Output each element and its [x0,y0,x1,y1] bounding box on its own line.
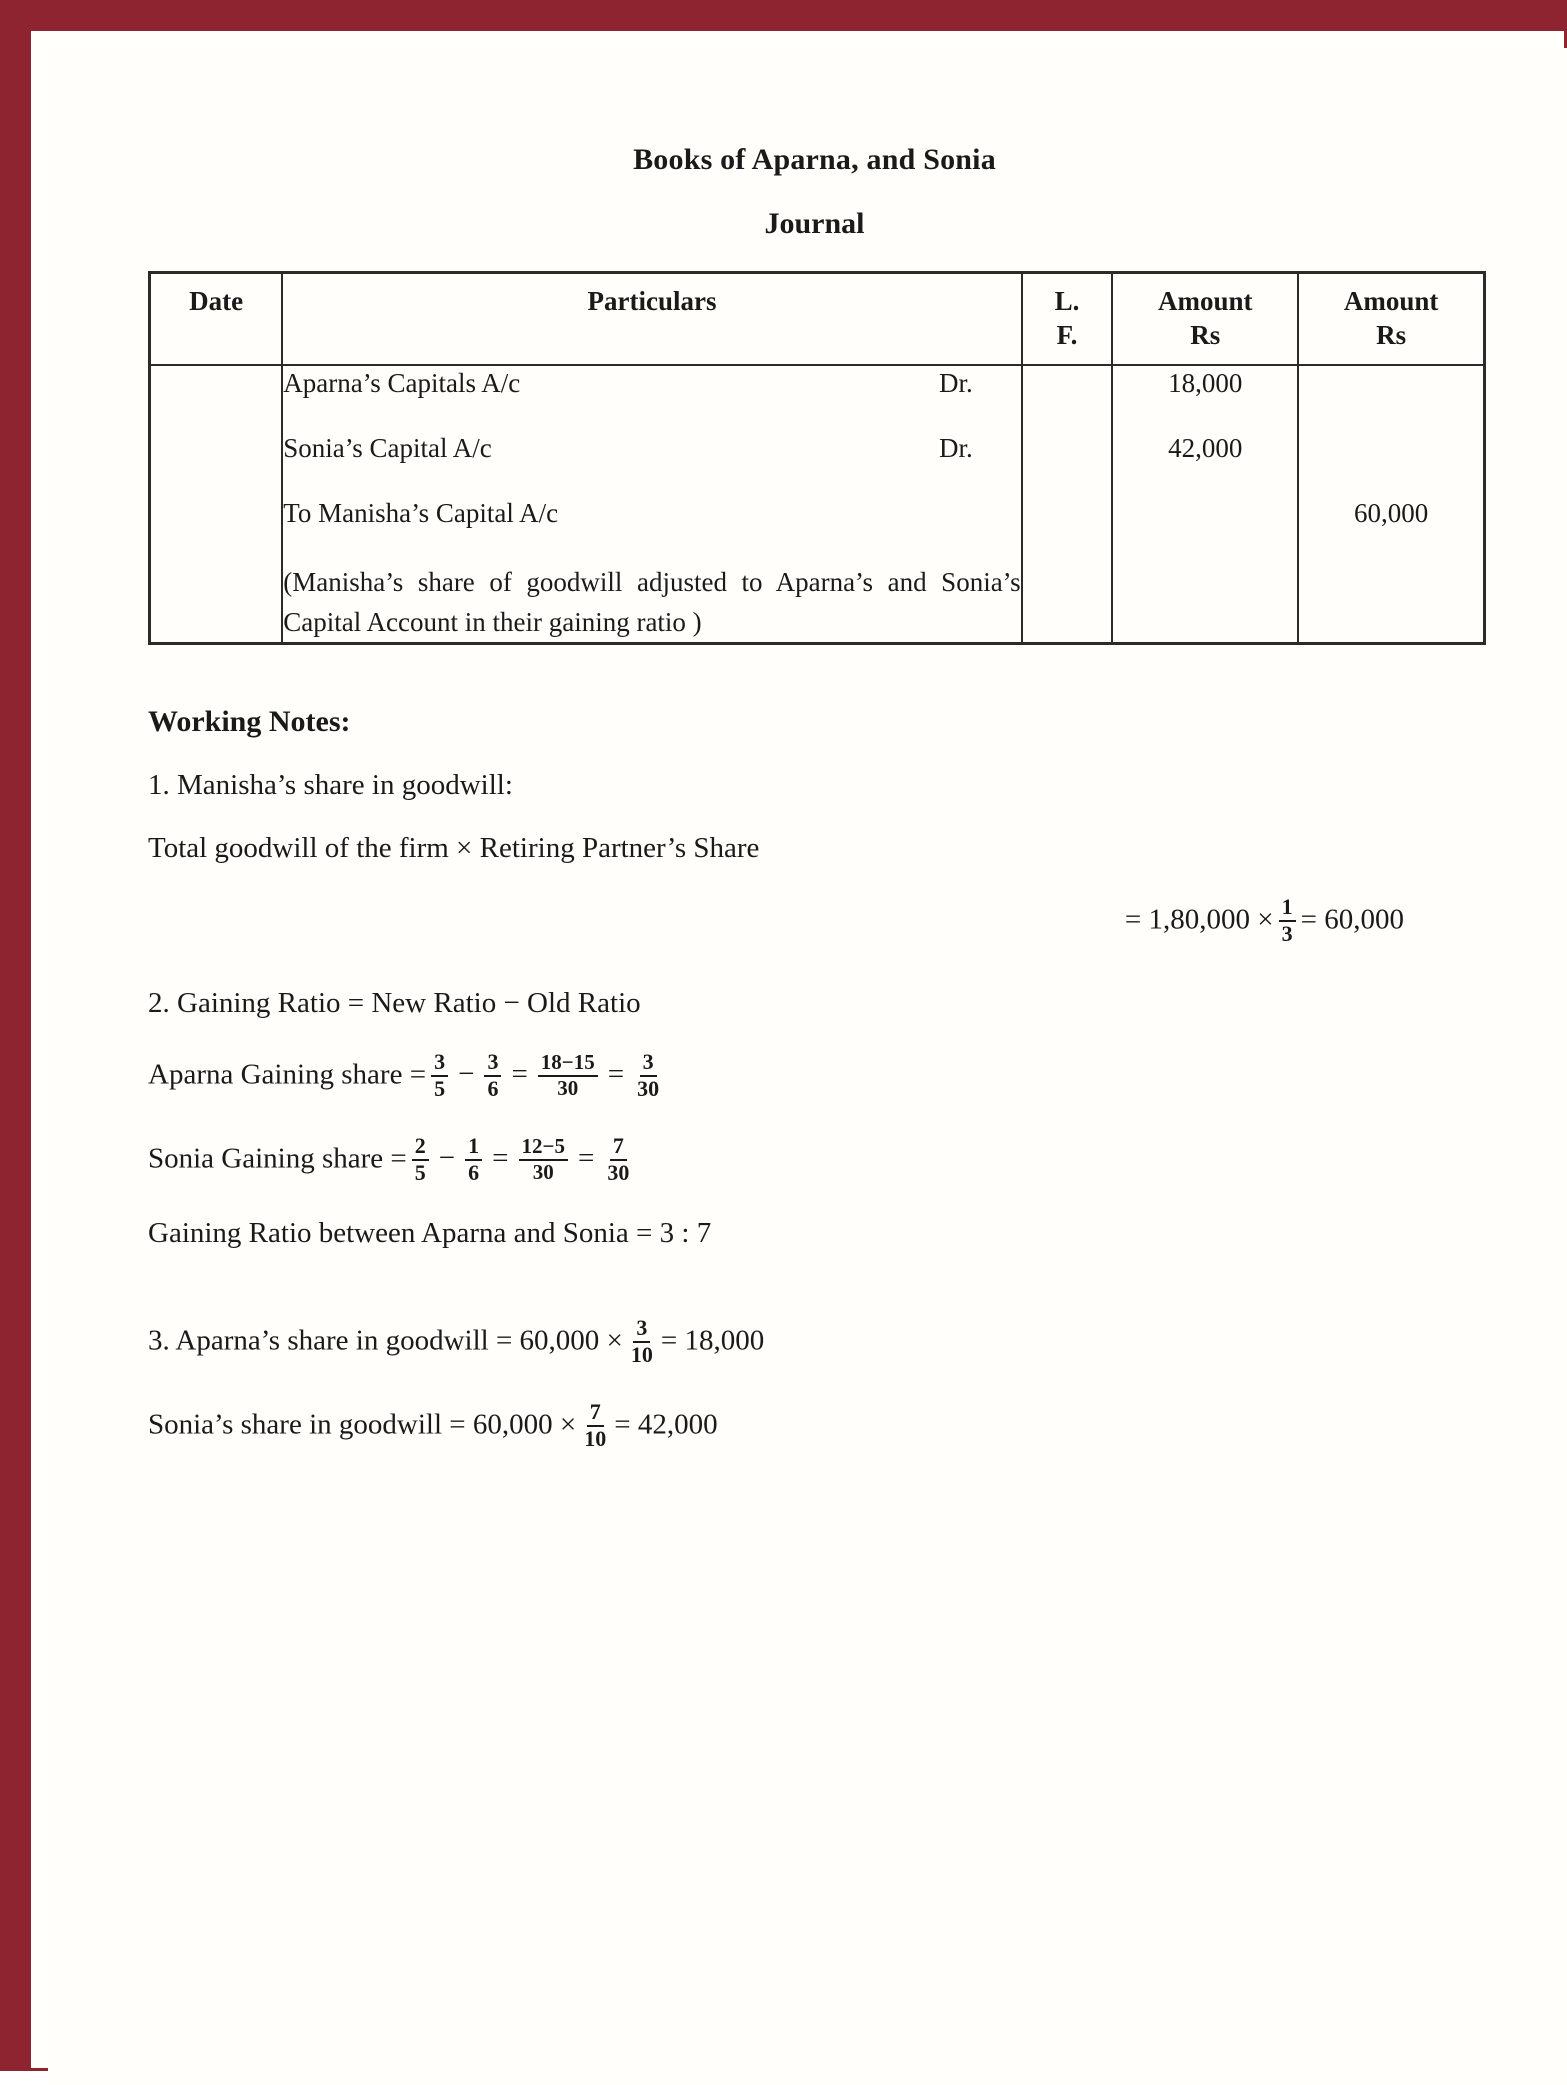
fraction-denominator: 5 [434,1075,446,1101]
fraction-numerator: 3 [431,1051,448,1077]
fraction-denominator: 6 [487,1075,499,1101]
fraction-numerator: 18−15 [538,1052,598,1077]
fraction-numerator: 3 [640,1051,657,1077]
fraction-denominator: 3 [1281,921,1293,946]
fraction-numerator: 12−5 [519,1136,568,1161]
note-1-result-suffix: = 60,000 [1300,903,1404,936]
amount-credit-value: 60,000 [1354,498,1429,529]
note-2-label: 2. Gaining Ratio = New Ratio − Old Ratio [148,986,641,1019]
working-notes-heading: Working Notes: [148,705,351,739]
fraction-denominator: 30 [637,1075,660,1101]
note-3-aparna-prefix: 3. Aparna’s share in goodwill = 60,000 × [148,1324,623,1357]
note-1-result [148,894,1486,947]
fraction-aparna-old-share [484,1048,501,1101]
column-header-lf [1022,273,1113,366]
fraction-aparna-gain [634,1048,662,1101]
entry-dr-cr: Dr. [938,433,973,464]
cell-date [150,365,283,644]
fraction-sonia-goodwill-share [581,1401,609,1451]
column-header-amount-debit-line1: Amount [1158,286,1253,316]
note-1-result-prefix: = 1,80,000 × [1124,903,1274,936]
fraction-one-third [1279,896,1296,946]
fraction-denominator: 10 [630,1342,653,1368]
column-header-amount-credit [1298,273,1484,366]
note-1-formula: Total goodwill of the firm × Retiring Partner’s Share [148,832,760,865]
fraction-numerator: 3 [484,1051,501,1077]
document-title: Books of Aparna, and Sonia [633,143,996,176]
amount-debit-value: 18,000 [1168,368,1243,399]
cell-lf [1022,365,1113,644]
note-2-aparna-minus: − [458,1058,475,1091]
fraction-aparna-goodwill-share [628,1317,656,1367]
note-2-sonia-minus: − [438,1142,456,1175]
note-2-sonia-equals-1: = [492,1142,509,1175]
note-2-aparna-label: Aparna Gaining share = [148,1058,427,1091]
fraction-aparna-difference [538,1049,598,1100]
column-header-particulars: Particulars [282,273,1021,366]
fraction-denominator: 30 [532,1159,554,1184]
cell-particulars [282,365,1021,644]
column-header-amount-debit [1112,273,1298,366]
journal-entry-line [283,496,1020,531]
note-2-sonia-line [148,1132,1486,1186]
note-2-aparna-line [148,1048,1486,1102]
note-1-label: 1. Manisha’s share in goodwill: [148,769,513,802]
fraction-numerator: 3 [633,1317,650,1343]
fraction-numerator: 1 [465,1135,482,1161]
fraction-aparna-new-share [431,1048,448,1101]
note-2-sonia-equals-2: = [577,1142,595,1175]
note-2-aparna-equals-2: = [607,1058,625,1091]
page-content [48,48,1567,2085]
cell-amount-debit [1112,365,1298,644]
entry-account-name: To Manisha’s Capital A/c [283,498,559,529]
journal-narration: (Manisha’s share of goodwill adjusted to Aparna’s and Sonia’s Capital Account in their gaining ratio ) [283,567,1021,637]
journal-header-row [150,273,1485,366]
journal-entry-line [283,366,1020,401]
fraction-denominator: 30 [607,1159,630,1185]
fraction-numerator: 7 [587,1401,604,1427]
column-header-date: Date [150,273,283,366]
note-3-aparna-suffix: = 18,000 [660,1324,765,1357]
journal-table-container [48,271,1567,645]
entry-dr-cr: Dr. [938,368,973,399]
note-2-conclusion: Gaining Ratio between Aparna and Sonia = 3 : 7 [148,1217,712,1250]
fraction-sonia-old-share [465,1132,482,1185]
amount-debit-value: 42,000 [1168,433,1243,464]
fraction-sonia-difference [519,1133,568,1184]
cell-amount-credit [1298,365,1484,644]
journal-entry-line [283,431,1020,466]
fraction-denominator: 10 [584,1426,607,1451]
entry-account-name: Sonia’s Capital A/c [283,433,492,464]
note-2-aparna-equals-1: = [511,1058,528,1091]
working-notes-section [48,707,1567,1452]
note-2-sonia-label: Sonia Gaining share = [148,1142,407,1175]
fraction-denominator: 30 [557,1075,579,1100]
fraction-numerator: 1 [1279,896,1296,922]
journal-entry-row [150,365,1485,644]
note-3-aparna-line [148,1315,1486,1368]
fraction-sonia-new-share [412,1132,429,1185]
column-header-amount-credit-line2: Rs [1376,320,1407,351]
fraction-numerator: 2 [412,1135,429,1161]
fraction-denominator: 6 [468,1159,480,1185]
page-border-inner [28,28,1567,2071]
journal-table [148,271,1486,645]
fraction-sonia-gain [604,1132,632,1185]
document-subtitle: Journal [764,207,865,240]
note-3-sonia-prefix: Sonia’s share in goodwill = 60,000 × [148,1408,577,1441]
column-header-lf-line1: L. [1054,286,1080,316]
column-header-lf-line2: F. [1056,320,1078,351]
fraction-numerator: 7 [610,1135,627,1161]
column-header-amount-debit-line2: Rs [1190,320,1221,351]
note-3-sonia-suffix: = 42,000 [614,1408,718,1441]
fraction-denominator: 5 [414,1159,426,1185]
column-header-amount-credit-line1: Amount [1343,286,1439,316]
entry-account-name: Aparna’s Capitals A/c [283,368,521,399]
note-3-sonia-line [148,1399,1486,1452]
